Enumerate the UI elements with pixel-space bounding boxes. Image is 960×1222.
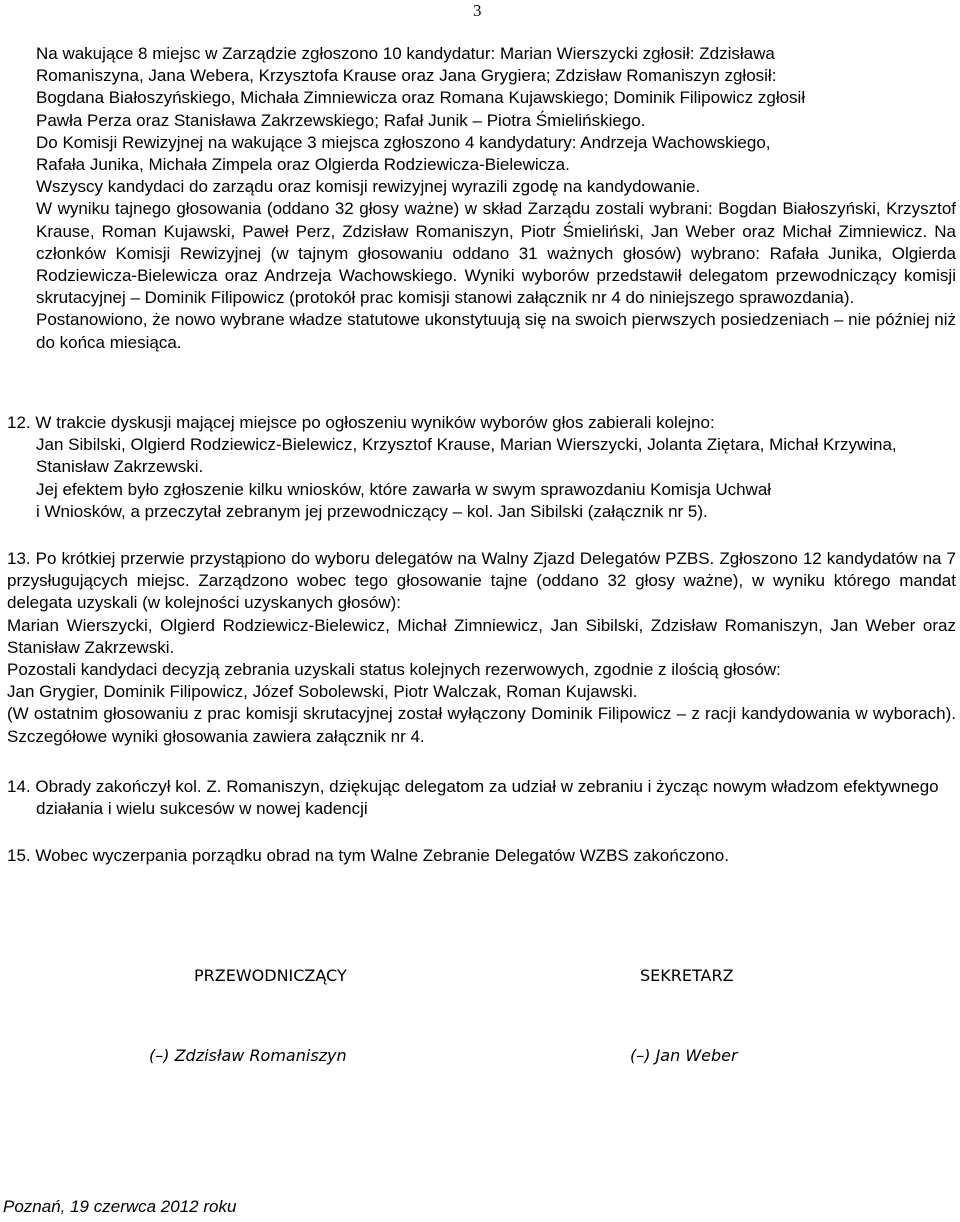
section-13-delegates: Marian Wierszycki, Olgierd Rodziewicz-Bielewicz, Michał Zimniewicz, Jan Sibilski, Zdzisław Romaniszyn, Jan Weber oraz Stanisław Zakrzewski. [7,615,956,657]
section-14-text: 14. Obrady zakończył kol. Z. Romaniszyn, dziękując delegatom za udział w zebraniu i życząc nowym władzom efektywnego działania i wielu sukcesów w nowej kadencji [7,777,939,819]
section-14 [7,776,956,820]
section-15-text: 15. Wobec wyczerpania porządku obrad na tym Walne Zebranie Delegatów WZBS zakończono. [7,846,729,865]
chair-label: PRZEWODNICZĄCY [194,966,347,985]
section-12-speakers: Jan Sibilski, Olgierd Rodziewicz-Bielewicz, Krzysztof Krause, Marian Wierszycki, Jolanta Ziętara, Michał Krzywina, Stanisław Zakrzewski. [36,435,897,477]
secretary-label: SEKRETARZ [640,966,734,985]
section-13-reserve-intro: Pozostali kandydaci decyzją zebrania uzyskali status kolejnych rezerwowych, zgodnie z ilością głosów: [7,660,781,680]
intro-line: Romaniszyna, Jana Webera, Krzysztofa Krause oraz Jana Grygiera; Zdzisław Romaniszyn zgłosił: [36,66,777,86]
intro-line: Wszyscy kandydaci do zarządu oraz komisji rewizyjnej wyrazili zgodę na kandydowanie. [36,177,701,197]
section-13-note: (W ostatnim głosowaniu z prac komisji skrutacyjnej został wyłączony Dominik Filipowicz – z racji kandydowania w wyborach). Szczegółowe wyniki głosowania zawiera załącznik nr 4. [7,704,956,746]
secretary-signature: (–) Jan Weber [630,1046,738,1065]
place-date: Poznań, 19 czerwca 2012 roku [3,1197,237,1216]
intro-line: Na wakujące 8 miejsc w Zarządzie zgłoszono 10 kandydatur: Marian Wierszycki zgłosił: Zdzisława [36,44,775,63]
intro-section [36,43,956,354]
intro-line: Do Komisji Rewizyjnej na wakujące 3 miejsca zgłoszono 4 kandydatury: Andrzeja Wachowskiego, [36,132,771,152]
chair-signature: (–) Zdzisław Romaniszyn [149,1046,347,1065]
election-results-paragraph: W wyniku tajnego głosowania (oddano 32 głosy ważne) w skład Zarządu zostali wybrani: Bogdan Białoszyński, Krzysztof Krause, Roman Kujawski, Paweł Perz, Zdzisław Romaniszyn, Piotr Śmieliński, Jan Weber oraz Michał Zimniewicz. Na członków Komisji Rewizyjnej (w tajnym głosowaniu oddano 31 ważnych głosów) wybrano: Rafała Junika, Olgierda Rodziewicza-Bielewicza oraz Andrzeja Wachowskiego. Wyniki wyborów przedstawił delegatom przewodniczący komisji skrutacyjnej – Dominik Filipowicz (protokół prac komisji stanowi załącznik nr 4 do niniejszego sprawozdania). [36,199,956,308]
section-12-heading: 12. W trakcie dyskusji mającej miejsce po ogłoszeniu wyników wyborów głos zabierali kolejno: [7,413,715,432]
intro-line: Rafała Junika, Michała Zimpela oraz Olgierda Rodziewicza-Bielewicza. [36,155,570,175]
section-12 [7,412,956,523]
section-12-line: i Wniosków, a przeczytał zebranym jej przewodniczący – kol. Jan Sibilski (załącznik nr 5). [36,501,708,521]
intro-line: Bogdana Białoszyńskiego, Michała Zimniewicza oraz Romana Kujawskiego; Dominik Filipowicz zgłosił [36,88,806,108]
page-number: 3 [473,1,482,20]
section-13 [7,548,956,748]
intro-line: Pawła Perza oraz Stanisława Zakrzewskiego; Rafał Junik – Piotra Śmielińskiego. [36,110,646,130]
section-13-reserves: Jan Grygier, Dominik Filipowicz, Józef Sobolewski, Piotr Walczak, Roman Kujawski. [7,682,638,702]
constitution-paragraph: Postanowiono, że nowo wybrane władze statutowe ukonstytuują się na swoich pierwszych posiedzeniach – nie później niż do końca miesiąca. [36,310,956,352]
section-13-intro: 13. Po krótkiej przerwie przystąpiono do wyboru delegatów na Walny Zjazd Delegatów PZBS. Zgłoszono 12 kandydatów na 7 przysługujących miejsc. Zarządzono wobec tego głosowanie tajne (oddano 32 głosy ważne), w wyniku którego mandat delegata uzyskali (w kolejności uzyskanych głosów): [7,549,956,613]
section-12-line: Jej efektem było zgłoszenie kilku wniosków, które zawarła w swym sprawozdaniu Komisja Uchwał [36,479,772,499]
section-15 [7,845,956,867]
